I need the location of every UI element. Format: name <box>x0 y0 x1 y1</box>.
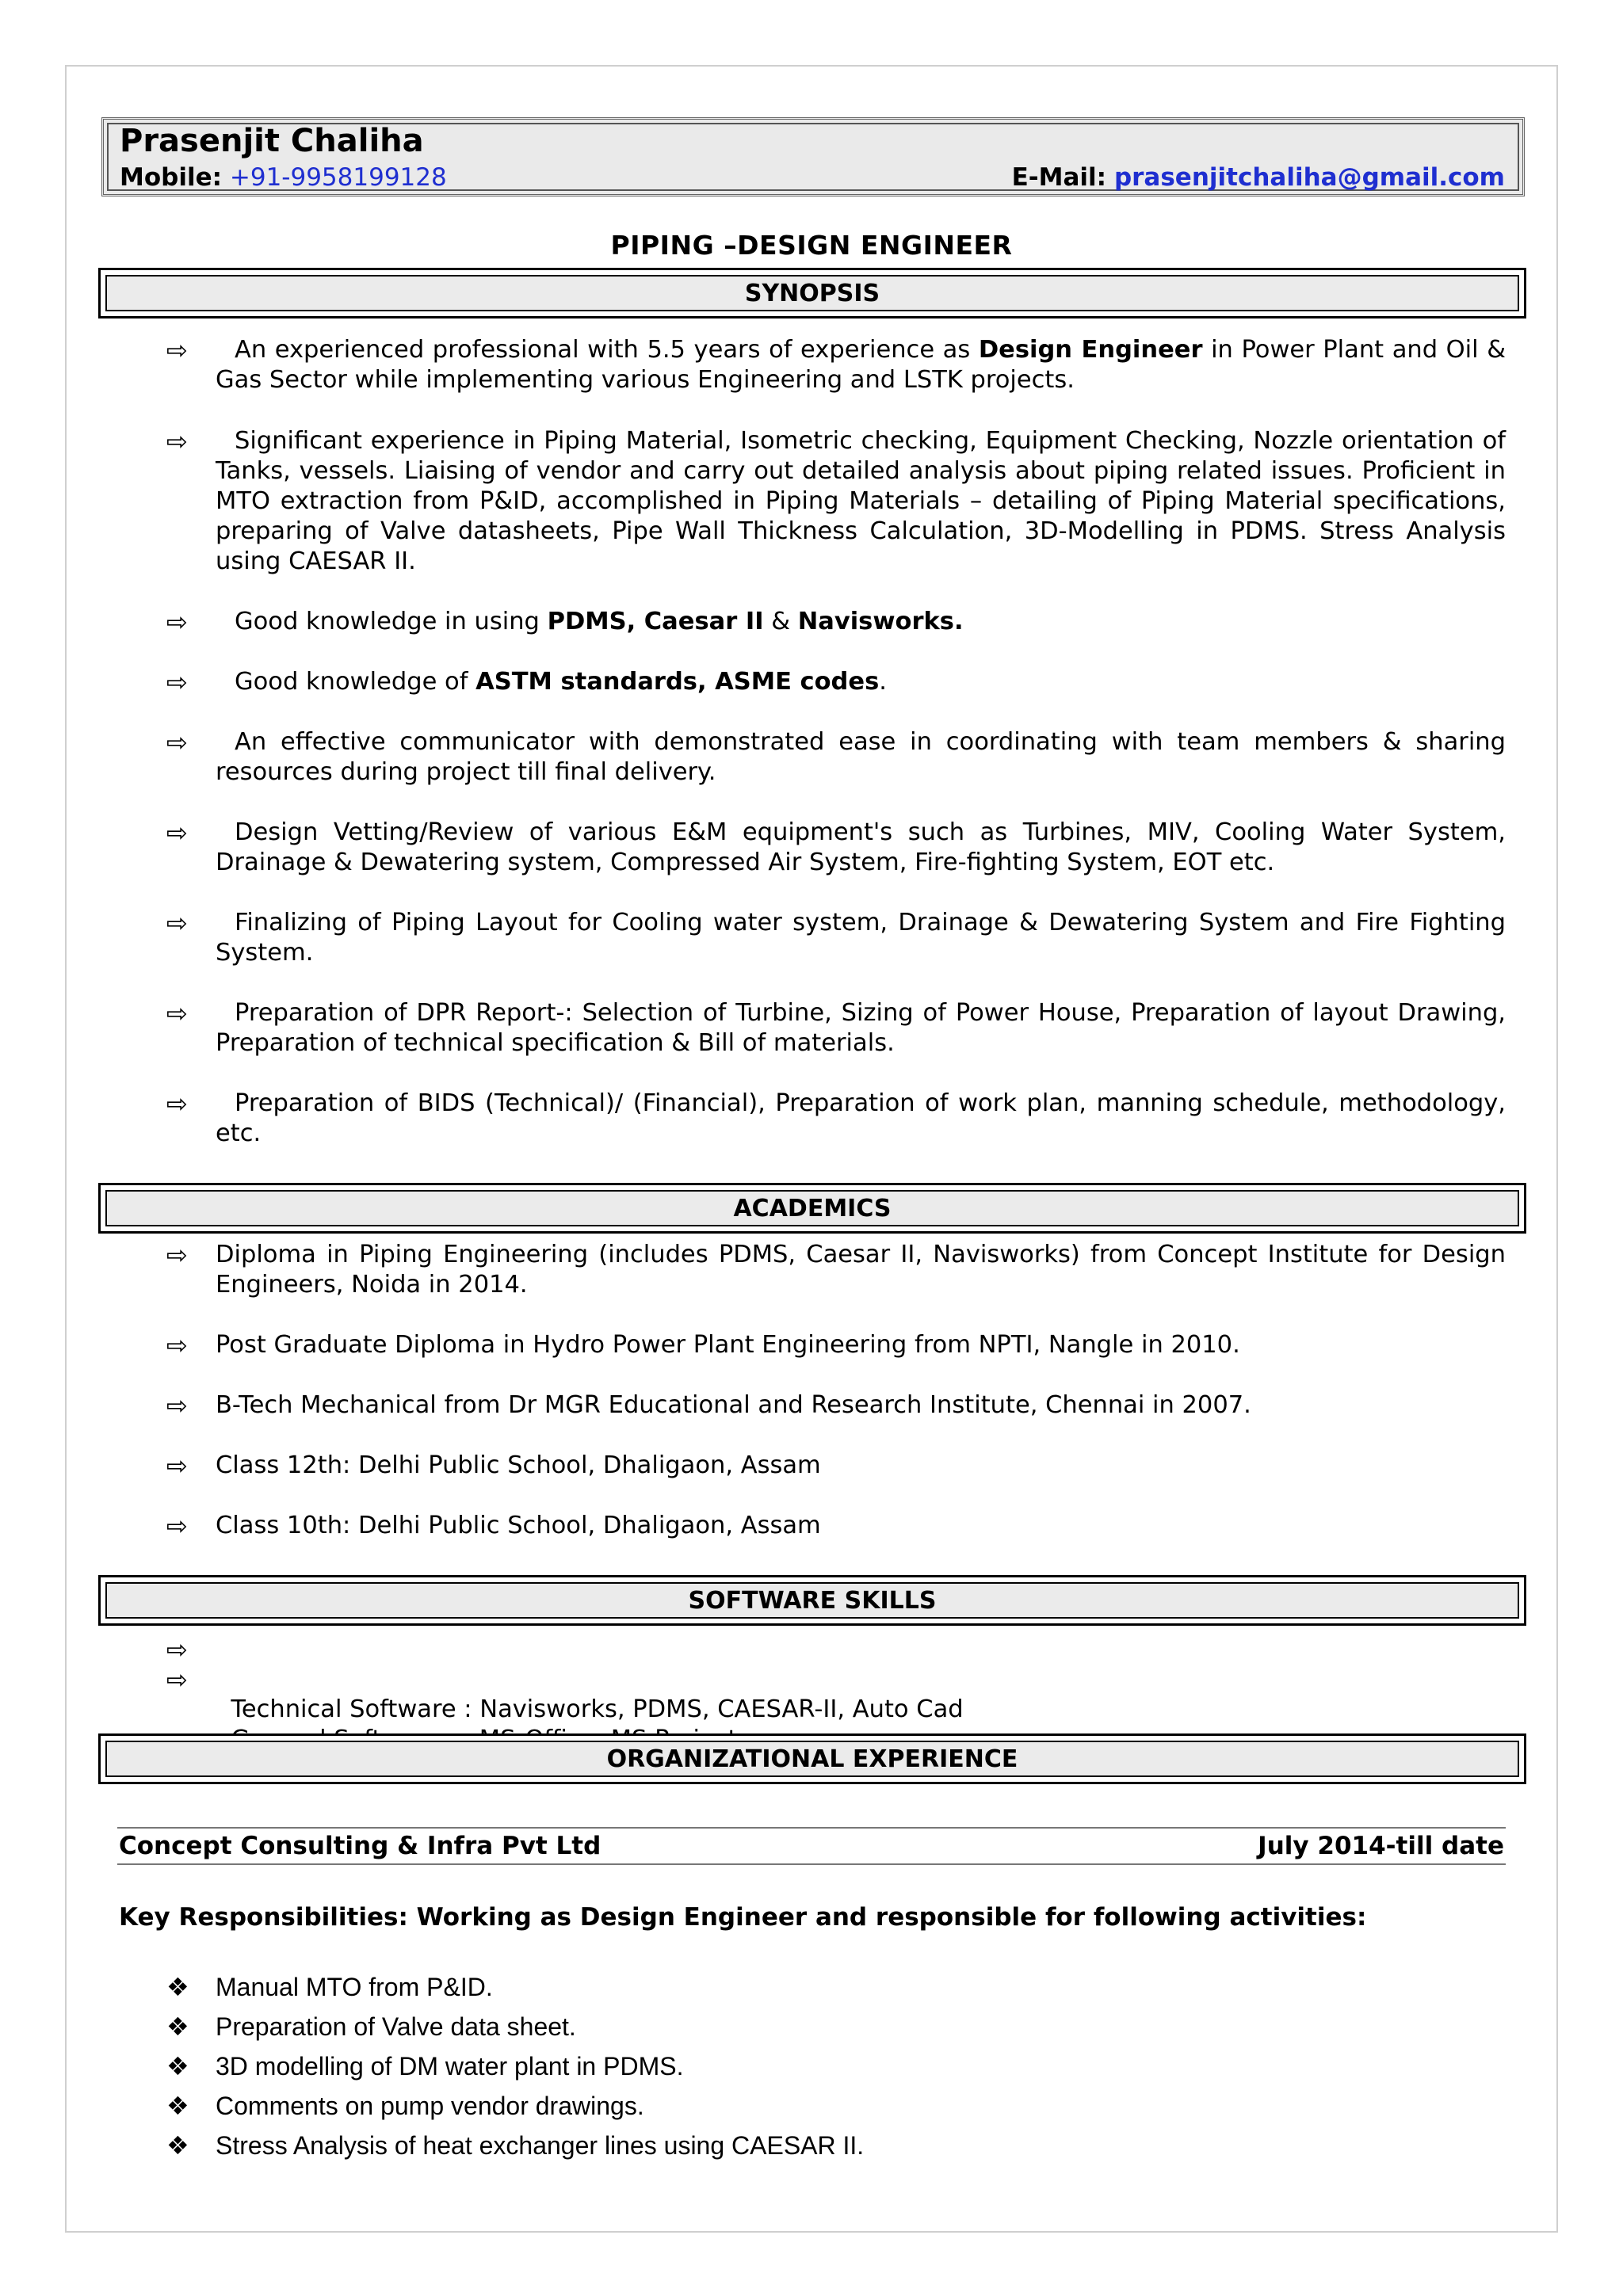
arrow-bullet-icon: ⇨ <box>166 335 188 365</box>
arrow-bullet-icon: ⇨ <box>166 727 188 757</box>
divider <box>117 1863 1506 1865</box>
key-responsibilities-heading: Key Responsibilities: Working as Design Engineer and responsible for following activities: <box>119 1903 1367 1932</box>
software-section-header <box>98 1575 1526 1626</box>
responsibility-text: Preparation of Valve data sheet. <box>216 2012 576 2041</box>
synopsis-text: Preparation of BIDS (Technical)/ (Financial), Preparation of work plan, manning schedule, methodology, etc. <box>216 1089 1506 1147</box>
responsibility-item <box>166 2130 865 2161</box>
synopsis-text: . <box>879 668 887 696</box>
email-label: E-Mail: <box>1011 163 1107 192</box>
synopsis-item <box>166 998 1506 1058</box>
synopsis-item <box>166 727 1506 788</box>
divider <box>117 1827 1506 1829</box>
contact-header <box>101 117 1525 196</box>
academics-item <box>166 1240 1506 1300</box>
mobile-number[interactable]: +91-9958199128 <box>229 163 447 192</box>
academics-heading: ACADEMICS <box>105 1190 1519 1226</box>
synopsis-item <box>166 426 1506 577</box>
responsibility-text: Stress Analysis of heat exchanger lines using CAESAR II. <box>216 2131 865 2160</box>
responsibility-item <box>166 2090 644 2122</box>
synopsis-heading: SYNOPSIS <box>105 275 1519 311</box>
synopsis-section-header <box>98 268 1526 318</box>
synopsis-text: Significant experience in Piping Material, Isometric checking, Equipment Checking, Nozzle orientation of Tanks, vessels. Liaising of vendor and carry out detailed analysis about piping related issues. Proficient in MTO extraction from P&ID, accomplished in Piping Materials – detailing of Piping Material specifications, preparing of Valve datasheets, Pipe Wall Thickness Calculation, 3D-Modelling in PDMS. Stress Analysis using CAESAR II. <box>216 427 1506 575</box>
employment-period: July 2014-till date <box>1258 1832 1504 1860</box>
arrow-bullet-icon: ⇨ <box>166 1511 188 1541</box>
synopsis-bold: Design Engineer <box>978 336 1203 364</box>
arrow-bullet-icon: ⇨ <box>166 908 188 938</box>
experience-heading: ORGANIZATIONAL EXPERIENCE <box>105 1741 1519 1777</box>
academics-item <box>166 1330 1506 1360</box>
responsibility-item <box>166 2050 684 2082</box>
synopsis-text: An experienced professional with 5.5 years of experience as <box>235 336 979 364</box>
diamond-bullet-icon: ❖ <box>166 1972 189 2002</box>
arrow-bullet-icon: ⇨ <box>166 1451 188 1481</box>
email-link[interactable]: prasenjitchaliha@gmail.com <box>1113 163 1505 192</box>
email-row <box>1012 163 1505 192</box>
academics-item <box>166 1451 1506 1481</box>
synopsis-item <box>166 818 1506 878</box>
arrow-bullet-icon: ⇨ <box>166 426 188 456</box>
responsibility-item <box>166 2011 576 2042</box>
academics-item <box>166 1390 1506 1421</box>
arrow-bullet-icon: ⇨ <box>166 607 188 637</box>
responsibility-item <box>166 1971 493 2003</box>
diamond-bullet-icon: ❖ <box>166 2130 189 2161</box>
academics-item <box>166 1511 1506 1541</box>
experience-section-header <box>98 1733 1526 1784</box>
arrow-bullet-icon: ⇨ <box>166 998 188 1028</box>
synopsis-bold: ASTM standards, ASME codes <box>475 668 880 696</box>
arrow-bullet-icon: ⇨ <box>166 1330 188 1360</box>
academics-text: B-Tech Mechanical from Dr MGR Educational and Research Institute, Chennai in 2007. <box>216 1391 1251 1419</box>
synopsis-text: Good knowledge in using <box>235 608 548 635</box>
software-heading: SOFTWARE SKILLS <box>105 1582 1519 1619</box>
academics-text: Diploma in Piping Engineering (includes PDMS, Caesar II, Navisworks) from Concept Institute for Design Engineers, Noida in 2014. <box>216 1241 1506 1299</box>
synopsis-text: & <box>763 608 798 635</box>
job-title: PIPING –DESIGN ENGINEER <box>610 230 1013 261</box>
responsibility-text: 3D modelling of DM water plant in PDMS. <box>216 2052 684 2081</box>
arrow-bullet-icon: ⇨ <box>166 1390 188 1421</box>
synopsis-text: An effective communicator with demonstrated ease in coordinating with team members & sharing resources during project till final delivery. <box>216 728 1506 786</box>
responsibility-text: Manual MTO from P&ID. <box>216 1973 493 2001</box>
arrow-bullet-icon: ⇨ <box>166 1089 188 1119</box>
arrow-bullet-icon: ⇨ <box>166 1665 188 1695</box>
synopsis-item <box>166 1089 1506 1149</box>
arrow-bullet-icon: ⇨ <box>166 1634 188 1665</box>
synopsis-item <box>166 667 1506 697</box>
synopsis-text: Preparation of DPR Report-: Selection of Turbine, Sizing of Power House, Preparation of layout Drawing, Preparation of technical specification & Bill of materials. <box>216 999 1506 1057</box>
arrow-bullet-icon: ⇨ <box>166 667 188 697</box>
diamond-bullet-icon: ❖ <box>166 2012 189 2042</box>
company-name: Concept Consulting & Infra Pvt Ltd <box>119 1832 601 1860</box>
academics-text: Post Graduate Diploma in Hydro Power Plant Engineering from NPTI, Nangle in 2010. <box>216 1331 1240 1359</box>
synopsis-item <box>166 607 1506 637</box>
responsibility-text: Comments on pump vendor drawings. <box>216 2092 644 2120</box>
arrow-bullet-icon: ⇨ <box>166 1240 188 1270</box>
synopsis-bold: Navisworks. <box>797 608 964 635</box>
synopsis-text: Finalizing of Piping Layout for Cooling water system, Drainage & Dewatering System and Fire Fighting System. <box>216 909 1506 967</box>
synopsis-text: in Power Plant and Oil & Gas Sector while implementing various Engineering and LSTK projects. <box>216 336 1506 394</box>
synopsis-text: Design Vetting/Review of various E&M equipment's such as Turbines, MIV, Cooling Water System, Drainage & Dewatering system, Compressed Air System, Fire-fighting System, EOT etc. <box>216 818 1506 876</box>
arrow-bullet-icon: ⇨ <box>166 818 188 848</box>
synopsis-text: Good knowledge of <box>235 668 476 696</box>
mobile-row <box>120 163 447 192</box>
software-label: Technical Software <box>231 1695 464 1723</box>
synopsis-item <box>166 335 1506 395</box>
academics-text: Class 10th: Delhi Public School, Dhaligaon, Assam <box>216 1512 821 1539</box>
diamond-bullet-icon: ❖ <box>166 2091 189 2121</box>
candidate-name: Prasenjit Chaliha <box>120 123 424 159</box>
academics-section-header <box>98 1183 1526 1234</box>
academics-text: Class 12th: Delhi Public School, Dhaligaon, Assam <box>216 1451 821 1479</box>
synopsis-bold: PDMS, Caesar II <box>547 608 764 635</box>
mobile-label: Mobile: <box>120 163 223 192</box>
diamond-bullet-icon: ❖ <box>166 2051 189 2081</box>
synopsis-item <box>166 908 1506 968</box>
software-value: : Navisworks, PDMS, CAESAR-II, Auto Cad <box>464 1695 964 1723</box>
